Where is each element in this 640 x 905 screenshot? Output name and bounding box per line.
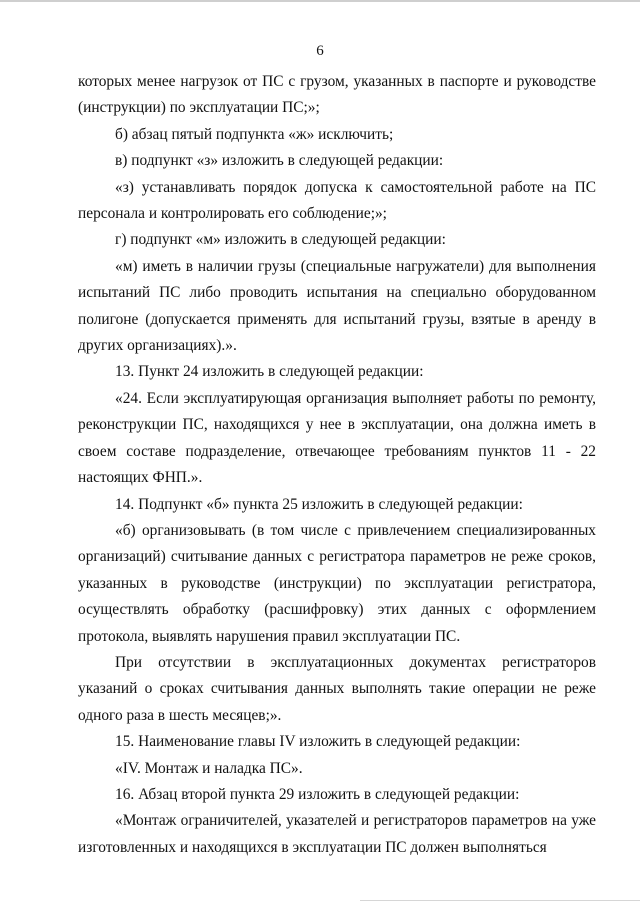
paragraph-point-13: 13. Пункт 24 изложить в следующей редакции: <box>115 363 424 381</box>
paragraph-quote-m: «м) иметь в наличии грузы (специальные нагружатели) для выполнения испытаний ПС либо проводить испытания на специально оборудованном полигоне (допускается применять для испытаний грузы, взятые в аренду в других организациях).». <box>78 257 596 355</box>
paragraph-quote-b: «б) организовывать (в том числе с привлечением специализированных организаций) считывание данных с регистратора параметров не реже сроков, указанных в руководстве (инструкции) по эксплуатации регистратора, осуществлять обработку (расшифровку) этих данных с оформлением протокола, выявлять нарушения правил эксплуатации ПС. <box>78 521 596 645</box>
paragraph-item-v: в) подпункт «з» изложить в следующей редакции: <box>115 152 444 170</box>
paragraph-quote-z: «з) устанавливать порядок допуска к самостоятельной работе на ПС персонала и контролировать его соблюдение;»; <box>78 178 596 223</box>
paragraph-continuation: которых менее нагрузок от ПС с грузом, указанных в паспорте и руководстве (инструкции) по эксплуатации ПС;»; <box>78 73 596 117</box>
paragraph-point-16: 16. Абзац второй пункта 29 изложить в следующей редакции: <box>115 785 520 803</box>
paragraph-quote-montazh: «Монтаж ограничителей, указателей и регистраторов параметров на уже изготовленных и находящихся в эксплуатации ПС должен выполняться <box>78 812 596 856</box>
scan-top-edge <box>0 0 640 2</box>
paragraph-point-15: 15. Наименование главы IV изложить в следующей редакции: <box>115 733 521 751</box>
paragraph-item-b: б) абзац пятый подпункта «ж» исключить; <box>115 125 394 143</box>
paragraph-quote-24: «24. Если эксплуатирующая организация выполняет работы по ремонту, реконструкции ПС, находящихся у нее в эксплуатации, она должна иметь в своем составе подразделение, отвечающее требованиям пунктов 11 - 22 настоящих ФНП.». <box>78 389 596 487</box>
paragraph-chapter-title: «IV. Монтаж и наладка ПС». <box>115 759 303 777</box>
document-body <box>78 69 596 861</box>
paragraph-point-14: 14. Подпункт «б» пункта 25 изложить в следующей редакции: <box>115 495 523 513</box>
scan-bottom-edge <box>360 900 640 901</box>
paragraph-registrators: При отсутствии в эксплуатационных документах регистраторов указаний о сроках считывания данных выполнять такие операции не реже одного раза в шесть месяцев;». <box>78 653 596 724</box>
page-number: 6 <box>316 43 324 59</box>
paragraph-item-g: г) подпункт «м» изложить в следующей редакции: <box>115 231 446 249</box>
